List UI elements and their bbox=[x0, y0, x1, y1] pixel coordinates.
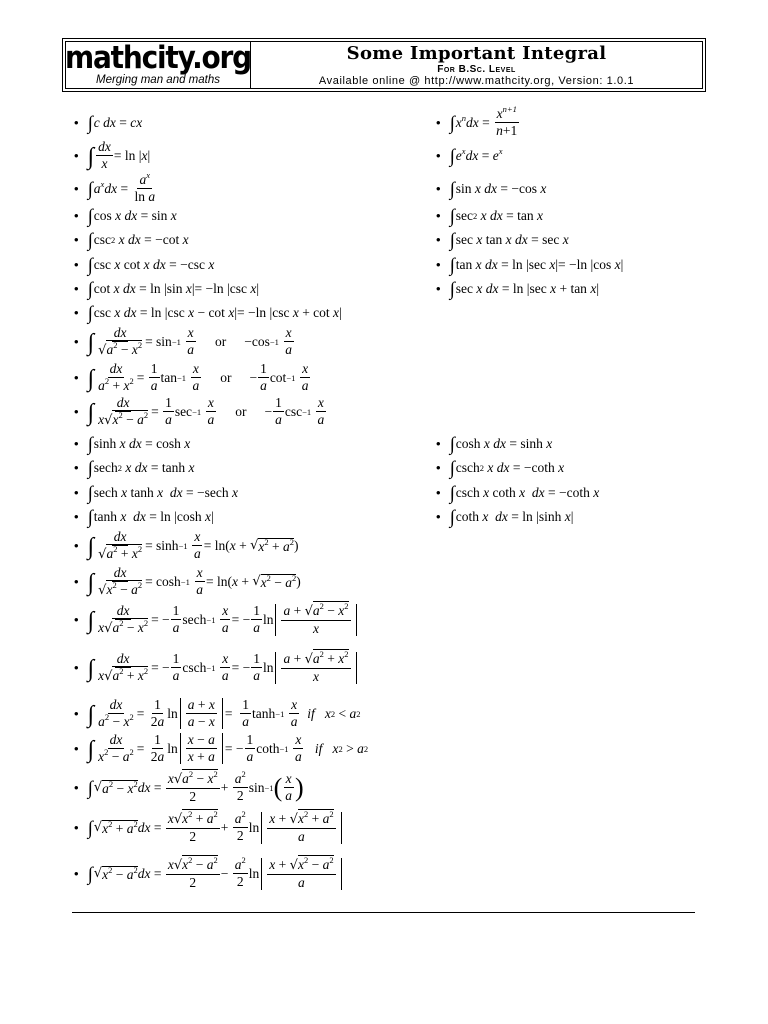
if-word: if bbox=[314, 740, 323, 756]
formula: • ∫ csc x dx = ln |csc x − cot x |= −ln |csc x + cot x | bbox=[74, 303, 342, 322]
formula: • ∫ sech x tanh x dx = −sech x bbox=[74, 483, 238, 502]
formula: • ∫ dx $x√x^2 - a^2$ = 1 a sec −1 x a or − 1 a csc −1 x a bbox=[74, 396, 327, 428]
formula: • ∫ tan x dx = ln |sec x |= −ln |cos x | bbox=[436, 255, 623, 274]
formula: • ∫ sec 2 x dx = tan x bbox=[436, 206, 543, 225]
formula: • ∫ dx x = ln | x | bbox=[74, 140, 150, 171]
brand-tagline: Merging man and maths bbox=[95, 74, 220, 86]
brand-logo[interactable]: mathcity.org bbox=[65, 39, 251, 76]
formula: • ∫ $a^xdx$ = $a^x$ ln a bbox=[74, 173, 158, 204]
formula: • ∫ tanh x dx = ln |cosh x | bbox=[74, 507, 214, 526]
formula: • ∫ dx $√a^2 - x^2$ = sin −1 x a or −cos −1 x a bbox=[74, 326, 295, 358]
formula: • ∫ csch 2 x dx = −coth x bbox=[436, 458, 564, 477]
formula: • ∫ csc 2 x dx = −cot x bbox=[74, 230, 189, 249]
header-frame bbox=[65, 41, 703, 89]
title-block bbox=[251, 42, 702, 88]
or-word: or bbox=[214, 334, 227, 350]
formula: • ∫ dx $x√a^2 - x^2$ = − 1 a sech −1 x a = − 1 a ln $a + √a^2 - x^2$ x bbox=[74, 604, 359, 636]
page-title: Some Important Integral bbox=[346, 42, 607, 64]
formula: • ∫ dx $x^2 - a^2$ = 1 2a ln x − a x + a = − 1 a coth −1 x a if x 2 > a 2 bbox=[74, 733, 368, 764]
formula: • ∫ cosh x dx = sinh x bbox=[436, 434, 552, 453]
formula: • ∫ sech 2 x dx = tanh x bbox=[74, 458, 195, 477]
or-word: or bbox=[235, 404, 247, 420]
or-word: or bbox=[220, 369, 232, 385]
formula: • ∫ sec x dx = ln |sec x + tan x | bbox=[436, 279, 599, 298]
formula: • ∫ √ $a^2 - x^2$ dx = $x√a^2 - x^2$ 2 + $a^2$ 2 sin −1 ( x a ) bbox=[74, 772, 304, 804]
formula: • ∫ $e^xdx$ = $e^x$ bbox=[436, 146, 502, 165]
formula: • ∫ dx $a^2 + x^2$ = 1 a tan −1 x a or − 1 a cot −1 x a bbox=[74, 362, 311, 393]
formula: • ∫ dx $a^2 - x^2$ = 1 2a ln a + x a − x = 1 a tanh −1 x a if x 2 < a 2 bbox=[74, 698, 360, 729]
formula: • ∫ dx $√a^2 + x^2$ = sinh −1 x a = ln( x + √ $x^2 + a^2$ ) bbox=[74, 530, 299, 562]
formula: • ∫ dx $√x^2 - a^2$ = cosh −1 x a = ln( x + √ $x^2 - a^2$ ) bbox=[74, 566, 301, 598]
formula: • ∫ sin x dx = −cos x bbox=[436, 179, 546, 198]
online-link-line[interactable]: Available online @ http://www.mathcity.org, Version: 1.0.1 bbox=[318, 74, 635, 87]
if-word: if bbox=[307, 705, 315, 721]
formula: • ∫ csch x coth x dx = −coth x bbox=[436, 483, 599, 502]
header bbox=[62, 38, 706, 92]
footer-rule bbox=[72, 912, 695, 913]
formula: • ∫ sinh x dx = cosh x bbox=[74, 434, 190, 453]
brand-block bbox=[65, 39, 251, 88]
formula: • ∫ cos x dx = sin x bbox=[74, 206, 177, 225]
level-subtitle: For B.Sc. Level bbox=[437, 63, 516, 75]
formula: • ∫ √ $x^2 + a^2$ dx = $x√x^2 + a^2$ 2 + $a^2$ 2 ln $x + √x^2 + a^2$ a bbox=[74, 812, 344, 844]
formula: • ∫ $x^ndx$ = $x^{n+1}$ n+1 bbox=[436, 107, 520, 138]
formula: • ∫ c dx = cx bbox=[74, 113, 142, 132]
formula: • ∫ √ $x^2 - a^2$ dx = $x√x^2 - a^2$ 2 − $a^2$ 2 ln $x + √x^2 - a^2$ a bbox=[74, 858, 344, 890]
formula: • ∫ sec x tan x dx = sec x bbox=[436, 230, 569, 249]
formula: • ∫ csc x cot x dx = −csc x bbox=[74, 255, 214, 274]
formula: • ∫ coth x dx = ln |sinh x | bbox=[436, 507, 573, 526]
formula: • ∫ dx $x√a^2 + x^2$ = − 1 a csch −1 x a = − 1 a ln $a + √a^2 + x^2$ x bbox=[74, 652, 359, 684]
formula: • ∫ cot x dx = ln |sin x |= −ln |csc x | bbox=[74, 279, 259, 298]
